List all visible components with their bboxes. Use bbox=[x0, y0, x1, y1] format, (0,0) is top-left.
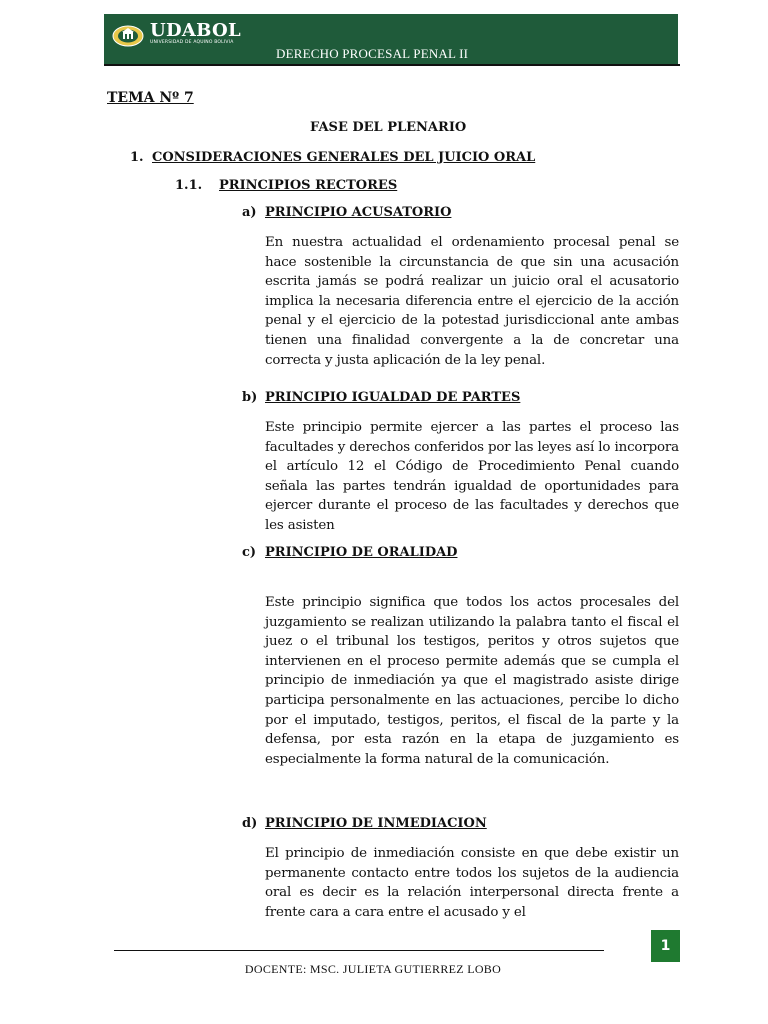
chapter-title: FASE DEL PLENARIO bbox=[310, 120, 467, 135]
udabol-emblem-icon bbox=[112, 23, 144, 47]
principle-paragraph-b: Este principio permite ejercer a las partes el proceso las facultades y derechos conferidos por las leyes así lo incorpora el artículo 12 el Código de Procedimiento Penal cuando señala las partes tendrán igualdad de oportunidades para ejercer durante el proceso de las facultades y derechos que les asisten bbox=[265, 420, 679, 533]
principle-title: PRINCIPIO DE ORALIDAD bbox=[265, 545, 458, 560]
principle-letter: d) bbox=[242, 816, 258, 831]
footer-docente: DOCENTE: MSC. JULIETA GUTIERREZ LOBO bbox=[244, 962, 502, 976]
principle-heading-d bbox=[242, 816, 487, 831]
principle-heading-b bbox=[242, 390, 520, 405]
section-title: CONSIDERACIONES GENERALES DEL JUICIO ORAL bbox=[152, 150, 536, 165]
logo-text: UDABOL bbox=[150, 20, 241, 41]
section-heading bbox=[130, 150, 535, 165]
principle-heading-c bbox=[242, 545, 457, 560]
footer-rule bbox=[114, 950, 604, 951]
principle-letter: b) bbox=[242, 390, 258, 405]
logo-subtext: UNIVERSIDAD DE AQUINO BOLIVIA bbox=[150, 40, 234, 45]
subsection-heading bbox=[175, 178, 397, 193]
subsection-number: 1.1. bbox=[175, 178, 203, 193]
section-number: 1. bbox=[130, 150, 144, 165]
header-rule bbox=[104, 64, 680, 66]
principle-heading-a bbox=[242, 205, 451, 220]
principle-title: PRINCIPIO ACUSATORIO bbox=[265, 205, 452, 220]
subsection-title: PRINCIPIOS RECTORES bbox=[219, 178, 398, 193]
page-number: 1 bbox=[651, 930, 680, 962]
principle-letter: c) bbox=[242, 545, 257, 560]
tema-label: TEMA Nº 7 bbox=[107, 90, 194, 106]
page-header bbox=[104, 14, 678, 64]
principle-paragraph-c: Este principio significa que todos los actos procesales del juzgamiento se realizan utilizando la palabra tanto el fiscal el juez o el tribunal los testigos, peritos y otros sujetos que intervienen en el proceso permite además que se cumpla el principio de inmediación ya que el magistrado asiste dirige participa personalmente en las actuaciones, percibe lo dicho por el imputado, testigos, peritos, el fiscal de la parte y la defensa, por esta razón en la etapa de juzgamiento es especialmente la forma natural de la comunicación. bbox=[265, 595, 679, 767]
principle-paragraph-d: El principio de inmediación consiste en que debe existir un permanente contacto entre todos los sujetos de la audiencia oral es decir es la relación interpersonal directa frente a frente cara a cara entre el acusado y el bbox=[265, 846, 679, 920]
course-title: DERECHO PROCESAL PENAL II bbox=[276, 46, 469, 61]
principle-title: PRINCIPIO IGUALDAD DE PARTES bbox=[265, 390, 521, 405]
principle-title: PRINCIPIO DE INMEDIACION bbox=[265, 816, 487, 831]
principle-letter: a) bbox=[242, 205, 257, 220]
principle-paragraph-a: En nuestra actualidad el ordenamiento procesal penal se hace sostenible la circunstancia de que sin una acusación escrita jamás se podrá realizar un juicio oral el acusatorio implica la necesaria diferencia entre el ejercicio de la acción penal y el ejercicio de la potestad jurisdiccional ante ambas tienen una finalidad convergente a la de concretar una correcta y justa aplicación de la ley penal. bbox=[265, 235, 679, 368]
